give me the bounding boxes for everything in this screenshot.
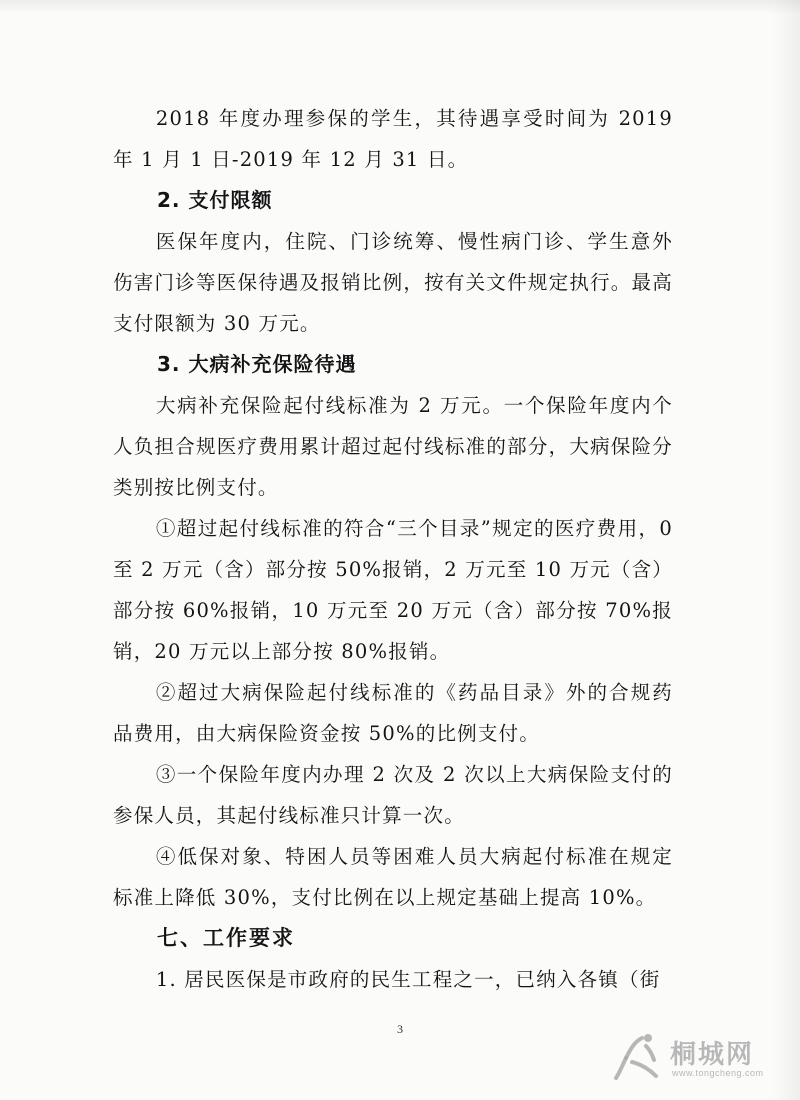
paragraph-item-1: ①超过起付线标准的符合“三个目录”规定的医疗费用，0 至 2 万元（含）部分按 50%报销，2 万元至 10 万元（含）部分按 60%报销，10 万元至 20 万元（含）部分按 70%报销，20 万元以上部分按 80%报销。 bbox=[113, 517, 673, 663]
scan-edge-shadow bbox=[772, 0, 800, 1100]
paragraph-item-4: ④低保对象、特困人员等困难人员大病起付标准在规定标准上降低 30%，支付比例在以上规定基础上提高 10%。 bbox=[113, 845, 673, 909]
watermark-domain: www.tongcheng.com bbox=[672, 1068, 764, 1078]
watermark-logo bbox=[612, 1030, 782, 1086]
paragraph-item-3: ③一个保险年度内办理 2 次及 2 次以上大病保险支付的参保人员，其起付线标准只计算一次。 bbox=[113, 763, 673, 827]
paragraph-critical-illness-threshold: 大病补充保险起付线标准为 2 万元。一个保险年度内个人负担合规医疗费用累计超过起付线标准的部分，大病保险分类别按比例支付。 bbox=[113, 394, 673, 499]
paragraph-item-2: ②超过大病保险起付线标准的《药品目录》外的合规药品费用，由大病保险资金按 50%的比例支付。 bbox=[113, 681, 673, 745]
paragraph-student-benefit-period: 2018 年度办理参保的学生，其待遇享受时间为 2019 年 1 月 1 日-2019 年 12 月 31 日。 bbox=[113, 107, 673, 171]
scan-top-shadow bbox=[0, 0, 800, 14]
paragraph-payment-limit: 医保年度内，住院、门诊统筹、慢性病门诊、学生意外伤害门诊等医保待遇及报销比例，按有关文件规定执行。最高支付限额为 30 万元。 bbox=[113, 230, 673, 335]
heading-work-requirements: 七、工作要求 bbox=[157, 926, 295, 950]
document-body bbox=[113, 98, 673, 1000]
watermark-figure-icon bbox=[612, 1032, 668, 1084]
paragraph-requirement-1: 1. 居民医保是市政府的民生工程之一，已纳入各镇（街 bbox=[155, 968, 661, 991]
heading-critical-illness-insurance: 3. 大病补充保险待遇 bbox=[157, 352, 357, 376]
page-number: 3 bbox=[397, 1022, 403, 1036]
heading-payment-limit: 2. 支付限额 bbox=[157, 188, 273, 212]
watermark-text: 桐城网 bbox=[670, 1040, 755, 1070]
